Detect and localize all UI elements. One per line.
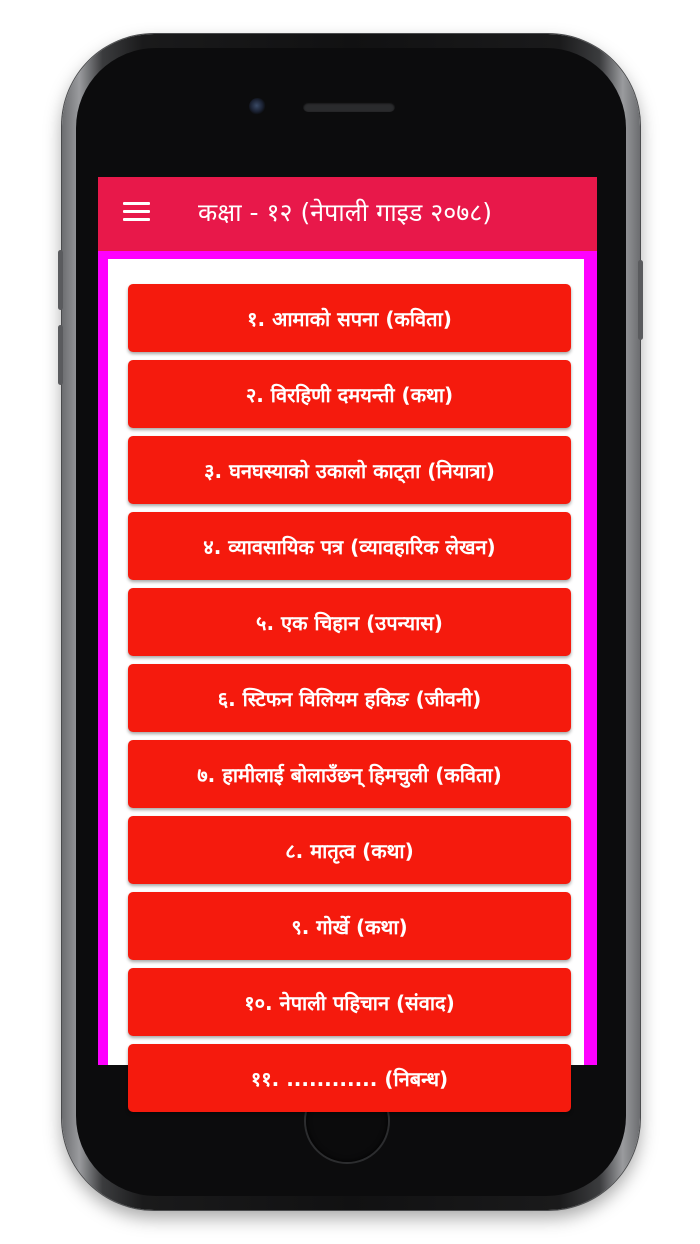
app-screen	[98, 177, 597, 1091]
front-camera	[249, 98, 266, 115]
chapter-list[interactable]	[108, 259, 584, 1091]
chapter-button-6[interactable]: ६. स्टिफन विलियम हकिङ (जीवनी)	[128, 664, 571, 732]
hamburger-menu-icon[interactable]	[123, 201, 151, 223]
power-button	[638, 260, 643, 340]
volume-button	[58, 250, 63, 310]
app-bar	[98, 177, 597, 251]
chapter-button-3[interactable]: ३. घनघस्याको उकालो काट्ता (नियात्रा)	[128, 436, 571, 504]
app-title: कक्षा - १२ (नेपाली गाइड २०७८)	[198, 198, 493, 227]
chapter-button-4[interactable]: ४. व्यावसायिक पत्र (व्यावहारिक लेखन)	[128, 512, 571, 580]
chapter-button-10[interactable]: १०. नेपाली पहिचान (संवाद)	[128, 968, 571, 1036]
chapter-button-7[interactable]: ७. हामीलाई बोलाउँछन् हिमचुली (कविता)	[128, 740, 571, 808]
chapter-button-5[interactable]: ५. एक चिहान (उपन्यास)	[128, 588, 571, 656]
volume-button	[58, 325, 63, 385]
chapter-button-11[interactable]: ११. ............ (निबन्ध)	[128, 1044, 571, 1112]
chapter-button-1[interactable]: १. आमाको सपना (कविता)	[128, 284, 571, 352]
chapter-button-9[interactable]: ९. गोर्खे (कथा)	[128, 892, 571, 960]
chapter-button-8[interactable]: ८. मातृत्व (कथा)	[128, 816, 571, 884]
chapter-button-2[interactable]: २. विरहिणी दमयन्ती (कथा)	[128, 360, 571, 428]
earpiece-speaker	[303, 102, 395, 112]
content-area	[98, 251, 597, 1091]
